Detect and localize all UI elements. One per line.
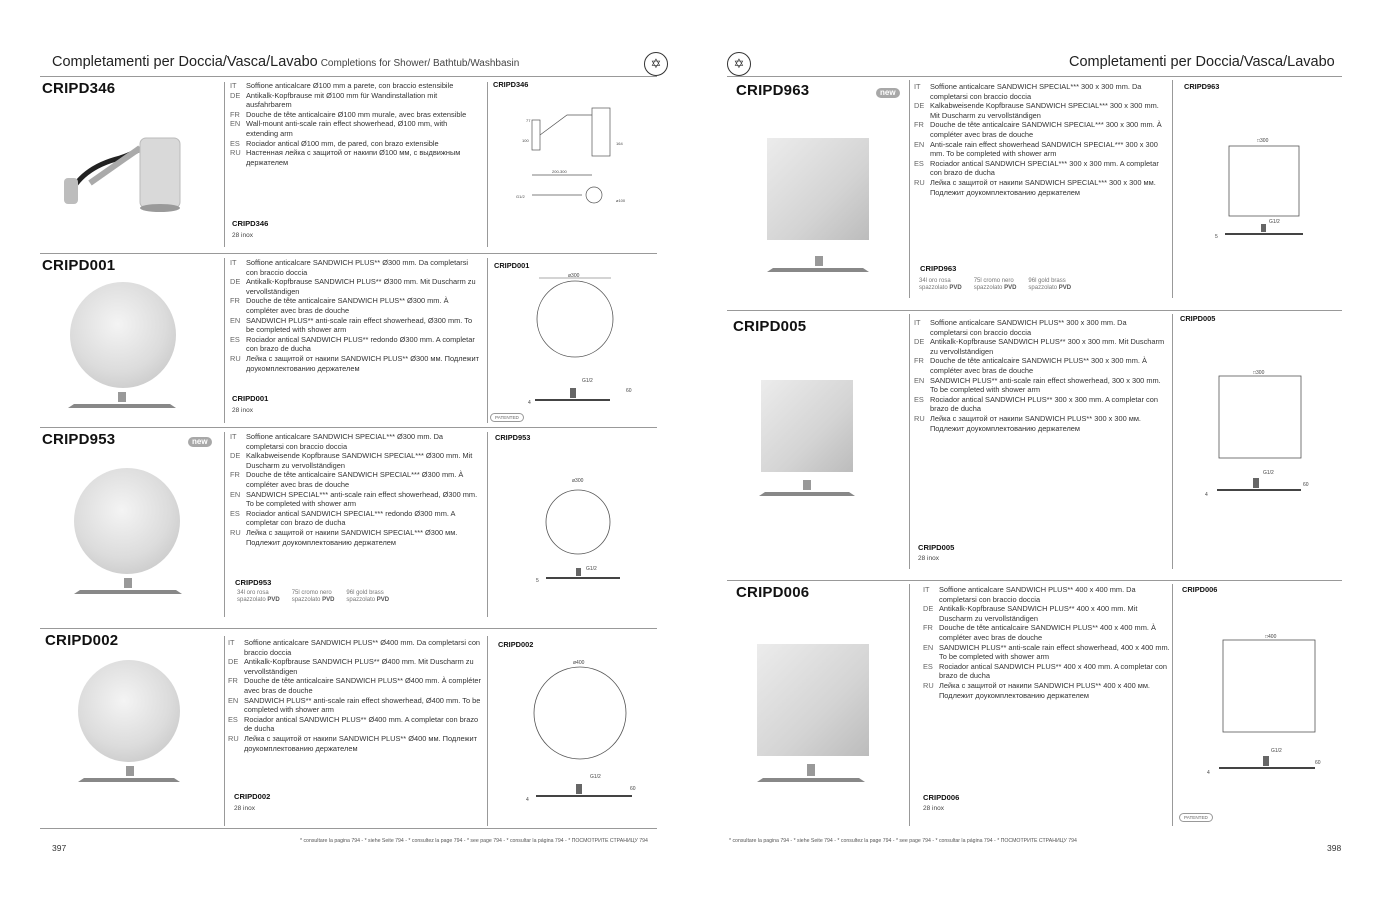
language-code: IT xyxy=(914,82,921,91)
description-text: Antikalk-Kopfbrause mit Ø100 mm für Wandinstallation mit ausfahrbarem xyxy=(246,90,438,110)
language-code: EN xyxy=(228,695,239,705)
description-text: SANDWICH PLUS** anti-scale rain effect showerhead, 300 x 300 mm. To be completed with shower arm xyxy=(930,375,1161,395)
dim-label: □300 xyxy=(1257,138,1269,144)
language-code: RU xyxy=(914,413,925,423)
description-row xyxy=(230,110,480,120)
language-code: IT xyxy=(230,258,237,267)
description-row xyxy=(923,681,1171,700)
description-row xyxy=(230,148,480,167)
star-logo-icon: ✡ xyxy=(727,52,751,76)
finish-option xyxy=(292,590,335,604)
language-code: EN xyxy=(923,642,934,652)
description-text: Kalkabweisende Kopfbrause SANDWICH SPECIAL*** 300 x 300 mm. Mit Duscharm zu vervollständigen xyxy=(930,101,1159,120)
description-text: Soffione anticalcare Ø100 mm a parete, con braccio estensibile xyxy=(246,81,454,90)
dim-label: 100 xyxy=(522,138,529,143)
description-text: Лейка с защитой от накипи SANDWICH PLUS** 400 x 400 мм. Подлежит доукомплектованию держателем xyxy=(939,680,1150,700)
drawing-label: CRIPD953 xyxy=(495,433,531,442)
finish-desc: spazzolato xyxy=(346,597,376,603)
dim-label: 4 xyxy=(1207,770,1210,776)
finish-option xyxy=(346,590,389,604)
finish-desc: spazzolato xyxy=(1028,285,1058,291)
finish-option xyxy=(237,590,280,604)
description-text: SANDWICH PLUS** anti-scale rain effect showerhead, Ø400 mm. To be completed with shower arm xyxy=(244,695,481,715)
language-code: RU xyxy=(923,680,934,690)
finish-pvd: PVD xyxy=(1004,285,1017,291)
drawing-label: CRIPD006 xyxy=(1182,585,1218,594)
drawing-label: CRIPD002 xyxy=(498,640,534,649)
finish-desc: spazzolato xyxy=(919,285,948,291)
language-code: ES xyxy=(914,158,924,168)
description-row xyxy=(228,696,482,715)
language-code: DE xyxy=(228,657,239,667)
product-side-view xyxy=(755,764,871,786)
finish-code: 96l gold brass xyxy=(346,590,384,596)
description-text: SANDWICH PLUS** anti-scale rain effect showerhead, 400 x 400 mm. To be completed with shower arm xyxy=(939,642,1170,662)
description-text: Antikalk-Kopfbrause SANDWICH PLUS** 300 x 300 mm. Mit Duscharm zu vervollständigen xyxy=(930,337,1165,356)
divider xyxy=(487,82,488,247)
product-code: CRIPD006 xyxy=(736,584,810,601)
description-cripd001 xyxy=(230,258,480,373)
description-text: Rociador antical SANDWICH PLUS** 300 x 300 mm. A completar con brazo de ducha xyxy=(930,394,1158,414)
dim-label: G1/2 xyxy=(516,194,525,199)
dim-label: 5 xyxy=(1215,234,1218,240)
dim-label: □300 xyxy=(1253,370,1265,376)
divider xyxy=(224,636,225,826)
divider xyxy=(909,314,910,569)
divider xyxy=(727,310,1342,311)
language-code: RU xyxy=(230,148,241,158)
technical-drawing-cripd963 xyxy=(1217,138,1317,248)
description-cripd006 xyxy=(923,585,1171,700)
language-code: RU xyxy=(228,733,239,743)
dim-label: □400 xyxy=(1265,634,1277,640)
description-row xyxy=(230,139,480,149)
divider xyxy=(727,580,1342,581)
finish-code: 96l gold brass xyxy=(1028,278,1066,284)
description-text: Rociador antical SANDWICH PLUS** 400 x 400 mm. A completar con brazo de ducha xyxy=(939,661,1167,681)
description-text: Лейка с защитой от накипи SANDWICH PLUS** Ø400 мм. Подлежит доукомплектованию держателем xyxy=(244,733,477,753)
description-row xyxy=(230,470,480,489)
divider xyxy=(224,258,225,423)
description-text: Лейка с защитой от накипи SANDWICH SPECIAL*** Ø300 мм. Подлежит доукомплектованию держателем xyxy=(246,527,458,547)
description-text: Rociador antical SANDWICH SPECIAL*** 300 x 300 mm. A completar con brazo de ducha xyxy=(930,158,1159,178)
dim-label: ø400 xyxy=(573,660,585,666)
language-code: IT xyxy=(230,432,237,441)
finish-code: 75l cromo nero xyxy=(291,590,332,596)
drawing-label: CRIPD963 xyxy=(1184,82,1220,91)
product-image-cripd006 xyxy=(757,644,869,756)
language-code: EN xyxy=(230,315,241,325)
description-row xyxy=(230,316,480,335)
finish-label: 28 inox xyxy=(234,805,255,812)
footnote: * consultare la pagina 794 - * siehe Seite 794 - * consultez la page 794 - * see page 794 - * consultar la página 794 - * ПОСМОТРИТЕ СТРАНИЦУ 794 xyxy=(729,838,1077,844)
finish-pvd: PVD xyxy=(949,285,962,291)
description-row xyxy=(230,91,480,110)
divider xyxy=(40,253,657,254)
finish-options xyxy=(237,590,389,604)
dim-label: 4 xyxy=(526,797,529,803)
dim-label: 60 xyxy=(626,388,632,394)
divider xyxy=(40,628,657,629)
finish-code: CRIPD006 xyxy=(923,793,960,802)
product-side-view xyxy=(765,256,875,276)
description-text: Soffione anticalcare SANDWICH PLUS** 400 x 400 mm. Da completarsi con braccio doccia xyxy=(939,585,1136,604)
description-row xyxy=(914,395,1166,414)
product-side-view xyxy=(66,392,182,412)
description-text: Лейка с защитой от накипи SANDWICH PLUS** 300 x 300 мм. Подлежит доукомплектованию держателем xyxy=(930,413,1141,433)
divider xyxy=(40,828,657,829)
description-text: Rociador antical SANDWICH SPECIAL*** redondo Ø300 mm. A completar con brazo de ducha xyxy=(246,508,456,528)
finish-code: 75l cromo nero xyxy=(973,278,1014,284)
product-image-cripd346 xyxy=(60,128,190,218)
description-row xyxy=(914,356,1166,375)
description-text: Douche de tête anticalcaire SANDWICH SPECIAL*** Ø300 mm. À compléter avec bras de douche xyxy=(246,470,464,489)
finish-label: 28 inox xyxy=(918,555,939,562)
divider xyxy=(909,584,910,826)
page-subtitle-left: Completions for Shower/ Bathtub/Washbasin xyxy=(320,58,520,69)
language-code: ES xyxy=(228,714,238,724)
finish-desc: spazzolato xyxy=(973,285,1003,291)
finish-label: 28 inox xyxy=(232,407,253,414)
description-text: Antikalk-Kopfbrause SANDWICH PLUS** Ø300 mm. Mit Duscharm zu vervollständigen xyxy=(246,277,476,296)
description-row xyxy=(923,662,1171,681)
finish-label: 28 inox xyxy=(923,805,944,812)
description-text: Rociador antical SANDWICH PLUS** Ø400 mm. A completar con brazo de ducha xyxy=(244,714,479,734)
finish-desc: spazzolato xyxy=(237,597,266,603)
description-row xyxy=(228,676,482,695)
description-row xyxy=(923,585,1171,604)
product-image-cripd002 xyxy=(78,660,180,762)
description-cripd002 xyxy=(228,638,482,753)
dim-label: 200-300 xyxy=(552,169,567,174)
language-code: FR xyxy=(914,356,924,366)
description-row xyxy=(914,120,1166,139)
dim-label: G1/2 xyxy=(1269,219,1280,225)
description-text: Antikalk-Kopfbrause SANDWICH PLUS** 400 x 400 mm. Mit Duscharm zu vervollständigen xyxy=(939,604,1138,623)
description-text: Douche de tête anticalcaire SANDWICH PLUS** 300 x 300 mm. À compléter avec bras de douche xyxy=(930,356,1147,375)
language-code: RU xyxy=(230,353,241,363)
new-badge: new xyxy=(188,437,212,447)
dim-label: 60 xyxy=(1303,482,1309,488)
page-number: 398 xyxy=(1327,843,1342,853)
page-title-right: Completamenti per Doccia/Vasca/Lavabo xyxy=(1069,54,1335,70)
description-text: Настенная лейка с защитой от накипи Ø100 мм, с выдвижным держателем xyxy=(246,148,461,167)
product-code: CRIPD002 xyxy=(45,632,119,649)
dim-label: G1/2 xyxy=(582,378,593,384)
divider xyxy=(727,76,1342,77)
finish-option xyxy=(1028,278,1071,292)
description-text: SANDWICH PLUS** anti-scale rain effect showerhead, Ø300 mm. To be completed with shower arm xyxy=(246,315,473,335)
description-text: Douche de tête anticalcaire SANDWICH SPECIAL*** 300 x 300 mm. À compléter avec bras de douche xyxy=(930,120,1162,139)
footnote: * consultare la pagina 794 - * siehe Seite 794 - * consultez la page 794 - * see page 794 - * consultar la página 794 - * ПОСМОТРИТЕ СТРАНИЦУ 794 xyxy=(300,838,648,844)
description-text: Anti-scale rain effect showerhead SANDWICH SPECIAL*** 300 x 300 mm. To be completed with shower arm xyxy=(930,139,1158,159)
language-code: EN xyxy=(914,375,925,385)
description-row xyxy=(230,451,480,470)
dim-label: 164 xyxy=(616,141,623,146)
product-code: CRIPD001 xyxy=(42,257,116,274)
description-text: Antikalk-Kopfbrause SANDWICH PLUS** Ø400 mm. Mit Duscharm zu vervollständigen xyxy=(244,657,474,676)
description-text: Douche de tête anticalcaire SANDWICH PLUS** 400 x 400 mm. À compléter avec bras de douche xyxy=(939,623,1156,642)
description-cripd953 xyxy=(230,432,480,547)
dim-label: G1/2 xyxy=(586,566,597,572)
finish-code: 34l oro rosa xyxy=(237,590,269,596)
dim-label: 60 xyxy=(630,786,636,792)
description-text: Douche de tête anticalcaire SANDWICH PLUS** Ø400 mm. À compléter avec bras de douche xyxy=(244,676,482,695)
description-cripd346 xyxy=(230,81,480,167)
finish-code: CRIPD002 xyxy=(234,792,271,801)
product-side-view xyxy=(72,578,188,598)
finish-option xyxy=(974,278,1017,292)
finish-code: 34l oro rosa xyxy=(919,278,951,284)
page-right xyxy=(697,0,1394,901)
description-row xyxy=(914,178,1166,197)
description-text: Douche de tête anticalcaire SANDWICH PLUS** Ø300 mm. À compléter avec bras de douche xyxy=(246,296,449,315)
description-text: Soffione anticalcare SANDWICH PLUS** Ø400 mm. Da completarsi con braccio doccia xyxy=(244,638,481,657)
description-row xyxy=(914,159,1166,178)
finish-code: CRIPD346 xyxy=(232,219,269,228)
description-row xyxy=(228,638,482,657)
description-text: Soffione anticalcare SANDWICH SPECIAL*** 300 x 300 mm. Da completarsi con braccio doccia xyxy=(930,82,1142,101)
language-code: RU xyxy=(230,527,241,537)
finish-code: CRIPD963 xyxy=(920,264,957,273)
description-text: Rociador antical SANDWICH PLUS** redondo Ø300 mm. A completar con brazo de ducha xyxy=(246,334,475,354)
patented-badge: PATENTED xyxy=(1179,813,1213,822)
description-text: Kalkabweisende Kopfbrause SANDWICH SPECIAL*** Ø300 mm. Mit Duscharm zu vervollständigen xyxy=(246,451,473,470)
description-row xyxy=(230,335,480,354)
description-row xyxy=(923,623,1171,642)
description-text: Douche de tête anticalcaire Ø100 mm murale, avec bras extensible xyxy=(246,109,467,119)
language-code: DE xyxy=(923,604,934,614)
dim-label: ø100 xyxy=(616,198,626,203)
dim-label: G1/2 xyxy=(1271,748,1282,754)
technical-drawing-cripd002 xyxy=(526,658,650,808)
finish-code: CRIPD005 xyxy=(918,543,955,552)
language-code: DE xyxy=(914,337,925,347)
star-logo-icon: ✡ xyxy=(644,52,668,76)
finish-code: CRIPD953 xyxy=(235,578,272,587)
description-row xyxy=(914,82,1166,101)
product-code: CRIPD005 xyxy=(733,318,807,335)
description-row xyxy=(914,318,1166,337)
product-image-cripd953 xyxy=(74,468,180,574)
product-image-cripd001 xyxy=(70,282,176,388)
dim-label: 60 xyxy=(1315,760,1321,766)
description-cripd005 xyxy=(914,318,1166,433)
dim-label: 4 xyxy=(1205,492,1208,498)
divider xyxy=(224,82,225,247)
product-image-cripd963 xyxy=(767,138,869,240)
dim-label: G1/2 xyxy=(590,774,601,780)
divider xyxy=(487,258,488,423)
description-row xyxy=(228,657,482,676)
description-row xyxy=(230,354,480,373)
description-row xyxy=(230,490,480,509)
technical-drawing-cripd001 xyxy=(530,274,650,404)
product-side-view xyxy=(76,766,186,786)
language-code: IT xyxy=(914,318,921,327)
divider xyxy=(487,636,488,826)
language-code: ES xyxy=(230,334,240,344)
language-code: EN xyxy=(230,489,241,499)
product-code: CRIPD346 xyxy=(42,80,116,97)
description-row xyxy=(230,119,480,138)
description-text: Soffione anticalcare SANDWICH SPECIAL*** Ø300 mm. Da completarsi con braccio doccia xyxy=(246,432,444,451)
dim-label: G1/2 xyxy=(1263,470,1274,476)
page-number: 397 xyxy=(52,843,67,853)
finish-desc: spazzolato xyxy=(291,597,321,603)
description-row xyxy=(923,643,1171,662)
language-code: ES xyxy=(230,138,240,148)
description-row xyxy=(230,509,480,528)
description-cripd963 xyxy=(914,82,1166,197)
language-code: ES xyxy=(230,508,240,518)
divider xyxy=(1172,584,1173,826)
language-code: EN xyxy=(914,139,925,149)
divider xyxy=(1172,80,1173,298)
language-code: RU xyxy=(914,177,925,187)
product-code: CRIPD953 xyxy=(42,431,116,448)
drawing-label: CRIPD346 xyxy=(493,80,529,89)
description-text: Лейка с защитой от накипи SANDWICH SPECIAL*** 300 х 300 мм. Подлежит доукомплектованию держателем xyxy=(930,177,1156,197)
drawing-label: CRIPD001 xyxy=(494,261,530,270)
language-code: ES xyxy=(923,661,933,671)
language-code: DE xyxy=(914,101,925,111)
language-code: IT xyxy=(230,81,237,90)
divider xyxy=(487,432,488,617)
description-row xyxy=(923,604,1171,623)
finish-code: CRIPD001 xyxy=(232,394,269,403)
technical-drawing-cripd006 xyxy=(1207,632,1341,782)
language-code: FR xyxy=(228,676,238,686)
finish-label: 28 inox xyxy=(232,232,253,239)
description-text: Wall-mount anti-scale rain effect showerhead, Ø100 mm, with extending arm xyxy=(246,119,448,138)
language-code: FR xyxy=(230,109,240,119)
description-text: Лейка с защитой от накипи SANDWICH PLUS** Ø300 мм. Подлежит доукомплектованию держателем xyxy=(246,353,479,373)
product-image-cripd005 xyxy=(761,380,853,472)
description-text: SANDWICH SPECIAL*** anti-scale rain effect showerhead, Ø300 mm. To be completed with shower arm xyxy=(246,489,478,509)
language-code: DE xyxy=(230,451,241,461)
finish-options xyxy=(919,278,1071,292)
description-text: Soffione anticalcare SANDWICH PLUS** Ø300 mm. Da completarsi con braccio doccia xyxy=(246,258,469,277)
language-code: IT xyxy=(923,585,930,594)
description-row xyxy=(230,258,480,277)
description-text: Soffione anticalcare SANDWICH PLUS** 300 x 300 mm. Da completarsi con braccio doccia xyxy=(930,318,1127,337)
language-code: IT xyxy=(228,638,235,647)
dim-label: 77 xyxy=(526,118,531,123)
description-row xyxy=(914,414,1166,433)
finish-pvd: PVD xyxy=(376,597,390,603)
description-row xyxy=(230,81,480,91)
description-row xyxy=(914,376,1166,395)
dim-label: 5 xyxy=(536,578,539,584)
language-code: FR xyxy=(923,623,933,633)
description-row xyxy=(230,277,480,296)
description-row xyxy=(914,140,1166,159)
product-side-view xyxy=(757,480,859,500)
language-code: DE xyxy=(230,277,241,287)
description-row xyxy=(914,337,1166,356)
divider xyxy=(1172,314,1173,569)
language-code: DE xyxy=(230,90,241,100)
description-row xyxy=(228,734,482,753)
divider xyxy=(909,80,910,298)
technical-drawing-cripd005 xyxy=(1205,368,1319,498)
page-title-left: Completamenti per Doccia/Vasca/Lavabo Completions for Shower/ Bathtub/Washbasin xyxy=(52,54,520,70)
patented-badge: PATENTED xyxy=(490,413,524,422)
finish-pvd: PVD xyxy=(1058,285,1072,291)
dim-label: ø300 xyxy=(572,478,584,484)
description-row xyxy=(914,101,1166,120)
description-row xyxy=(228,715,482,734)
drawing-label: CRIPD005 xyxy=(1180,314,1216,323)
description-row xyxy=(230,296,480,315)
description-row xyxy=(230,528,480,547)
new-badge: new xyxy=(876,88,900,98)
dim-label: ø300 xyxy=(568,273,580,279)
language-code: EN xyxy=(230,119,241,129)
divider xyxy=(224,432,225,617)
technical-drawing-cripd953 xyxy=(536,478,640,592)
description-row xyxy=(230,432,480,451)
finish-option xyxy=(919,278,962,292)
divider xyxy=(40,76,657,77)
divider xyxy=(40,427,657,428)
language-code: FR xyxy=(230,470,240,480)
finish-pvd: PVD xyxy=(322,597,335,603)
product-code: CRIPD963 xyxy=(736,82,810,99)
technical-drawing-cripd346 xyxy=(512,100,642,220)
dim-label: 4 xyxy=(528,400,531,406)
language-code: ES xyxy=(914,394,924,404)
finish-pvd: PVD xyxy=(267,597,280,603)
language-code: FR xyxy=(914,120,924,130)
language-code: FR xyxy=(230,296,240,306)
description-text: Rociador antical Ø100 mm, de pared, con brazo extensible xyxy=(246,138,439,148)
